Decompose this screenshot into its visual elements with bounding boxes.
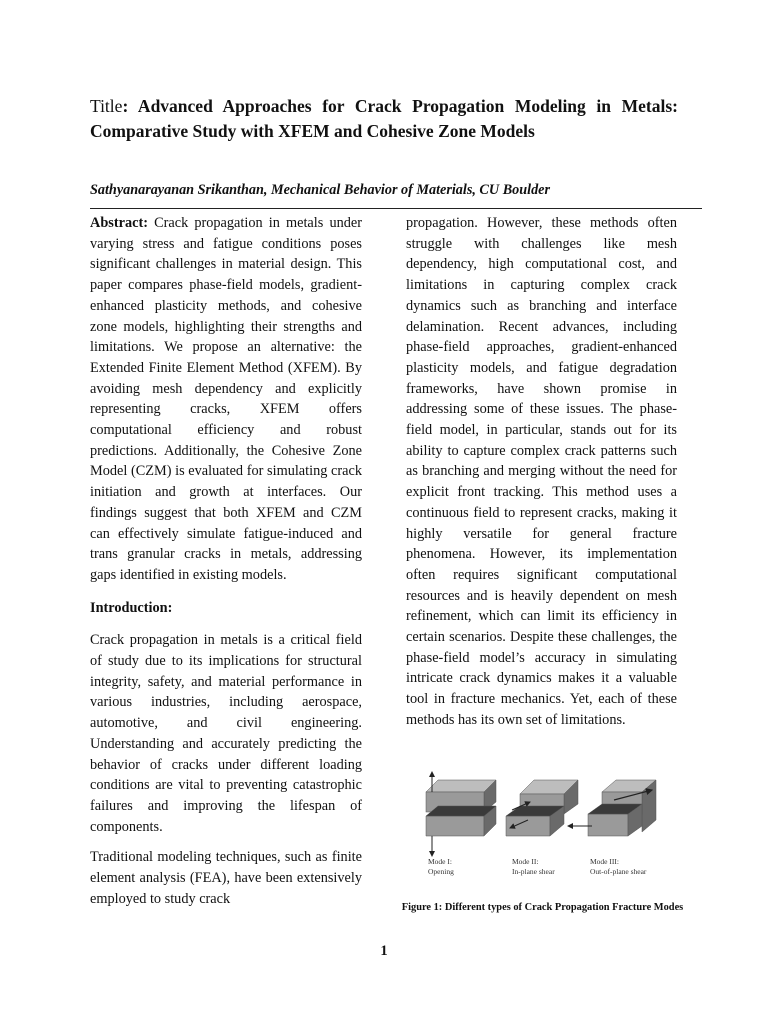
paper-title [90,94,678,144]
abstract-paragraph [90,213,362,586]
intro-paragraph-1: Crack propagation in metals is a critical field of study due to its implications for structural integrity, safety, and material performance in various industries, including aerospace, automotive, and civil engineering. Understanding and accurately predicting the behavior of cracks under different loading conditions are vital to preventing catastrophic failures and improving the lifespan of components. [90,632,362,835]
intro-paragraph-2: Traditional modeling techniques, such as finite element analysis (FEA), have been extensively employed to study crack [90,849,362,907]
mode-3-desc: Out-of-plane shear [590,867,647,876]
page-number: 1 [380,943,388,959]
right-column-paragraph: propagation. However, these methods often struggle with challenges like mesh dependency, high computational cost, and limitations in capturing complex crack dynamics such as branching and interface delamination. Recent advances, including phase-field approaches, gradient-enhanced plasticity models, and fatigue degradation frameworks, have shown promise in addressing some of these issues. The phase-field model, in particular, stands out for its ability to capture complex crack patterns such as branching and merging without the need for explicit front tracking. This method uses a continuous field to represent cracks, making it highly versatile for general fracture phenomena. However, its implementation often requires significant computational resources and is heavily dependent on mesh refinement, which can limit its efficiency in certain scenarios. Despite these challenges, the phase-field model’s accuracy in simulating intricate crack dynamics makes it a valuable tool in fracture mechanics. Yet, each of these methods has its own set of limitations. [406,215,677,728]
abstract-text: Crack propagation in metals under varying stress and fatigue conditions poses significant challenges in material design. This paper compares phase-field models, gradient-enhanced plasticity methods, and cohesive zone models, highlighting their strengths and limitations. We propose an alternative: the Extended Finite Element Method (XFEM). By avoiding mesh dependency and explicitly representing cracks, XFEM offers computational efficiency and robust predictions. Additionally, the Cohesive Zone Model (CZM) is evaluated for simulating crack initiation and growth at interfaces. Our findings suggest that both XFEM and CZM can effectively simulate fatigue-induced and trans granular cracks in metals, addressing gaps identified in existing models. [90,215,362,583]
figure-caption: Figure 1: Different types of Crack Propagation Fracture Modes [401,902,684,913]
mode-1-block [426,772,496,856]
title-label: Title [90,96,123,116]
right-column [406,213,677,731]
title-text: : Advanced Approaches for Crack Propagation Modeling in Metals: Comparative Study with XFEM and Cohesive Zone Models [90,96,678,141]
mode-1-name: Mode I: [428,857,452,866]
crack-modes-figure [416,764,666,894]
header-divider [90,208,702,209]
mode-3-block [568,780,656,836]
mode-2-desc: In-plane shear [512,867,555,876]
author-line: Sathyanarayanan Srikanthan, Mechanical Behavior of Materials, CU Boulder [90,182,550,198]
mode-3-name: Mode III: [590,857,619,866]
mode-2-block [506,780,578,836]
mode-2-name: Mode II: [512,857,539,866]
abstract-label: Abstract: [90,215,148,231]
introduction-heading: Introduction: [90,599,173,616]
left-column [90,213,362,910]
mode-1-desc: Opening [428,867,454,876]
